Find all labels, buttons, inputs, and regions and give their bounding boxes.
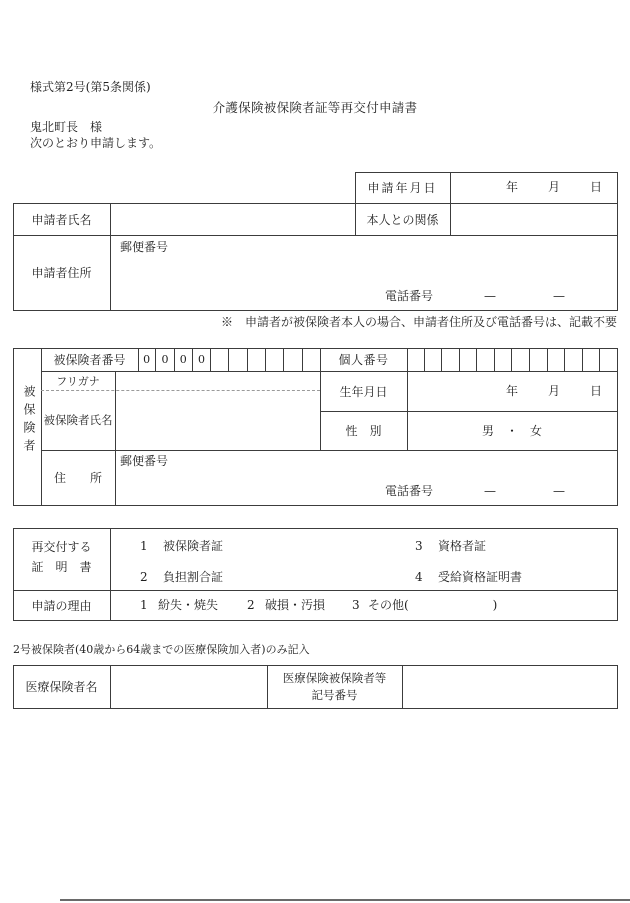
applicant-name-field[interactable] [110,203,355,235]
phone-dash: — [553,484,565,498]
phone-dash: — [484,289,496,303]
reason-text: 破損・汚損 [265,598,326,612]
digit-box[interactable] [547,348,565,371]
digit-box[interactable] [529,348,547,371]
insured-phone-label: 電話番号 [385,484,434,498]
reissue-header-line1: 再交付する [31,539,92,554]
grid-line [617,172,618,311]
reissue-option-4[interactable] [415,571,522,585]
digit-box[interactable] [494,348,512,371]
digit-box[interactable] [228,348,246,371]
birth-year-label: 年 [506,384,519,398]
option-number: 3 [415,539,423,553]
page-title: 介護保険被保険者証等再交付申請書 [212,100,418,115]
reason-number: 2 [247,598,255,612]
relation-field[interactable] [450,203,617,235]
digit-box[interactable] [441,348,459,371]
personal-number-label: 個人番号 [338,353,389,367]
reason-option-1[interactable] [140,599,218,613]
insured-postal-label: 郵便番号 [120,454,169,468]
insured-section-label: 被保険者 [22,385,36,457]
medical-symbol-label-line1: 医療保険被保険者等 [282,670,387,685]
grid-line [13,708,618,709]
form-number: 様式第2号(第5条関係) [30,80,151,94]
insured-number-boxes [138,348,320,371]
grid-line [13,505,618,506]
grid-line [13,528,618,529]
reason-option-3[interactable] [352,599,497,613]
digit-box[interactable]: 0 [174,348,192,371]
digit-box[interactable] [302,348,320,371]
applicant-phone-label: 電話番号 [385,289,434,303]
option-number: 1 [140,539,148,553]
digit-box[interactable] [407,348,424,371]
addressee: 鬼北町長 様 [30,120,103,134]
intro-text: 次のとおり申請します。 [30,136,162,150]
grid-line [617,348,618,506]
option-number: 4 [415,570,423,584]
reason-text: その他( ) [368,598,498,612]
digit-box[interactable] [424,348,442,371]
applicant-address-field[interactable] [110,235,617,310]
applicant-name-label: 申請者氏名 [31,212,92,227]
medical-symbol-label-line2: 記号番号 [311,687,358,702]
applicant-postal-label: 郵便番号 [120,240,169,254]
birth-month-label: 月 [548,384,561,398]
digit-box[interactable] [582,348,600,371]
digit-box[interactable] [283,348,301,371]
reissue-option-2[interactable] [140,571,223,585]
grid-line [13,310,618,311]
reissue-option-3[interactable] [415,540,486,554]
insured-address-field[interactable] [115,450,617,505]
reason-text: 紛失・焼失 [158,598,219,612]
reason-number: 1 [140,598,148,612]
furigana-label: フリガナ [56,374,100,388]
grid-line [110,528,111,621]
grid-line [13,620,618,621]
phone-dash: — [553,289,565,303]
applicant-address-label: 申請者住所 [31,266,92,280]
furigana-field[interactable] [115,371,320,390]
option-number: 2 [140,570,148,584]
option-label: 負担割合証 [163,570,224,584]
digit-box[interactable]: 0 [192,348,210,371]
reason-number: 3 [352,598,360,612]
date-month-label: 月 [548,180,561,194]
insured-address-label: 住 所 [53,471,102,485]
reissue-option-1[interactable] [140,540,223,554]
option-label: 被保険者証 [163,539,224,553]
digit-box[interactable]: 0 [155,348,173,371]
reason-option-2[interactable] [247,599,325,613]
option-label: 資格者証 [438,539,487,553]
sex-options[interactable]: 男 ・ 女 [481,424,542,438]
grid-line [13,348,14,506]
date-day-label: 日 [590,180,603,194]
option-label: 受給資格証明書 [438,570,523,584]
medical-symbol-label [267,665,402,708]
grid-line [617,665,618,709]
insured-name-field[interactable] [115,390,320,450]
secondary-heading: 2号被保険者(40歳から64歳までの医療保険加入者)のみ記入 [13,643,310,656]
reason-label: 申請の理由 [31,598,92,613]
digit-box[interactable] [564,348,582,371]
applicant-note: ※ 申請者が被保険者本人の場合、申請者住所及び電話番号は、記載不要 [220,315,617,329]
insured-name-label: 被保険者氏名 [43,413,113,427]
grid-line [617,528,618,621]
reissue-header-line2: 証 明 書 [31,559,92,574]
digit-box[interactable] [247,348,265,371]
digit-box[interactable] [476,348,494,371]
date-year-label: 年 [506,180,519,194]
digit-box[interactable] [511,348,529,371]
personal-number-boxes [407,348,617,371]
digit-box[interactable] [459,348,477,371]
digit-box[interactable] [210,348,228,371]
medical-symbol-field[interactable] [402,665,617,708]
insured-number-label: 被保険者番号 [53,353,126,367]
birth-date-label: 生年月日 [339,384,388,399]
application-date-label: 申請年月日 [367,181,438,195]
medical-insurer-field[interactable] [110,665,267,708]
birth-day-label: 日 [590,384,603,398]
medical-insurer-label: 医療保険者名 [25,680,98,694]
digit-box[interactable]: 0 [143,353,151,366]
scan-artifact [60,899,630,901]
digit-box[interactable] [599,348,617,371]
sex-label: 性 別 [345,424,382,438]
phone-dash: — [484,484,496,498]
digit-box[interactable] [265,348,283,371]
relation-label: 本人との関係 [366,212,439,227]
